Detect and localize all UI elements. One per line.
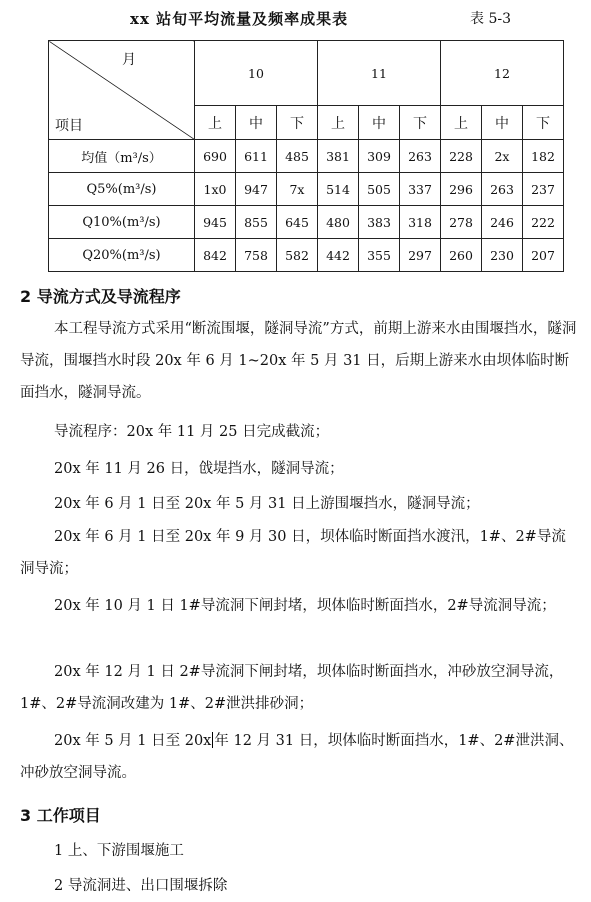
paragraph: 20x 年 10 月 1 日 1#导流洞下闸封堵，坝体临时断面挡水，2#导流洞导流； <box>54 598 556 614</box>
paragraph: 20x 年 6 月 1 日至 20x 年 9 月 30 日，坝体临时断面挡水渡汛，1#、2#导流洞导流； <box>20 529 566 577</box>
table-cell: 355 <box>359 239 400 272</box>
table-cell: 278 <box>441 206 482 239</box>
paragraph: 本工程导流方式采用“断流围堰，隧洞导流”方式，前期上游来水由围堰挡水，隧洞导流，围堰挡水时段 20x 年 6 月 1~20x 年 5 月 31 日，后期上游来水由坝体临时断面挡水，隧洞导流。 <box>20 321 577 401</box>
table-cell: 381 <box>318 140 359 173</box>
table-cell: 318 <box>400 206 441 239</box>
flow-frequency-table <box>48 40 564 272</box>
month-header: 12 <box>441 41 564 106</box>
table-caption <box>0 8 591 30</box>
table-cell: 297 <box>400 239 441 272</box>
table-cell: 758 <box>236 239 277 272</box>
list-item: 1 上、下游围堰施工 <box>54 843 184 859</box>
month-header: 11 <box>318 41 441 106</box>
table-cell: 263 <box>400 140 441 173</box>
paragraph: 20x 年 12 月 1 日 2#导流洞下闸封堵，坝体临时断面挡水，冲砂放空洞导流，1#、2#导流洞改建为 1#、2#泄洪排砂洞； <box>20 664 564 712</box>
table-row <box>49 140 564 173</box>
table-cell: 260 <box>441 239 482 272</box>
paragraph: 20x 年 11 月 26 日，戗堤挡水，隧洞导流； <box>54 461 344 477</box>
section-heading: 2 导流方式及导流程序 <box>20 287 181 306</box>
table-cell: 480 <box>318 206 359 239</box>
list-item: 2 导流洞进、出口围堰拆除 <box>54 878 228 894</box>
table-cell: 485 <box>277 140 318 173</box>
table-cell: 855 <box>236 206 277 239</box>
diagonal-header-cell <box>49 41 195 140</box>
table-number: 表 5-3 <box>470 11 511 27</box>
item-header-label: 项目 <box>55 118 83 134</box>
table-cell: 222 <box>523 206 564 239</box>
table-cell: 645 <box>277 206 318 239</box>
table-cell: 296 <box>441 173 482 206</box>
table-cell: 237 <box>523 173 564 206</box>
table-cell: 246 <box>482 206 523 239</box>
table-cell: 1x0 <box>195 173 236 206</box>
table-cell: 947 <box>236 173 277 206</box>
table-row <box>49 239 564 272</box>
table-cell: 514 <box>318 173 359 206</box>
dekad-header: 上 <box>195 106 236 140</box>
table-cell: 263 <box>482 173 523 206</box>
dekad-header: 上 <box>318 106 359 140</box>
paragraph: 20x 年 6 月 1 日至 20x 年 5 月 31 日上游围堰挡水，隧洞导流； <box>54 496 480 512</box>
table-row <box>49 173 564 206</box>
paragraph <box>20 725 580 789</box>
table-cell: 182 <box>523 140 564 173</box>
dekad-header: 下 <box>523 106 564 140</box>
dekad-header: 中 <box>482 106 523 140</box>
table-title: xx 站旬平均流量及频率成果表 <box>130 10 349 28</box>
table-row <box>49 206 564 239</box>
table-cell: 207 <box>523 239 564 272</box>
table-cell: 230 <box>482 239 523 272</box>
month-header: 10 <box>195 41 318 106</box>
paragraph-text: 年 12 月 31 日，坝体临时断面挡水，1#、2#泄洪洞、冲砂放空洞导流。 <box>20 733 574 781</box>
table-cell: 611 <box>236 140 277 173</box>
table-cell: 2x <box>482 140 523 173</box>
dekad-header: 上 <box>441 106 482 140</box>
dekad-header: 中 <box>359 106 400 140</box>
row-label: Q5%(m³/s) <box>49 173 195 206</box>
month-header-label: 月 <box>122 52 136 68</box>
table-cell: 582 <box>277 239 318 272</box>
row-label: 均值（m³/s） <box>49 140 195 173</box>
dekad-header: 中 <box>236 106 277 140</box>
table-cell: 505 <box>359 173 400 206</box>
section-heading: 3 工作项目 <box>20 806 101 825</box>
paragraph-text: 20x 年 5 月 1 日至 20x <box>54 733 212 749</box>
dekad-header: 下 <box>400 106 441 140</box>
table-cell: 383 <box>359 206 400 239</box>
table-cell: 945 <box>195 206 236 239</box>
row-label: Q20%(m³/s) <box>49 239 195 272</box>
table-cell: 228 <box>441 140 482 173</box>
dekad-header: 下 <box>277 106 318 140</box>
table-cell: 7x <box>277 173 318 206</box>
row-label: Q10%(m³/s) <box>49 206 195 239</box>
table-cell: 309 <box>359 140 400 173</box>
table-cell: 842 <box>195 239 236 272</box>
table-cell: 690 <box>195 140 236 173</box>
paragraph: 导流程序：20x 年 11 月 25 日完成截流； <box>54 424 330 440</box>
table-cell: 337 <box>400 173 441 206</box>
table-cell: 442 <box>318 239 359 272</box>
